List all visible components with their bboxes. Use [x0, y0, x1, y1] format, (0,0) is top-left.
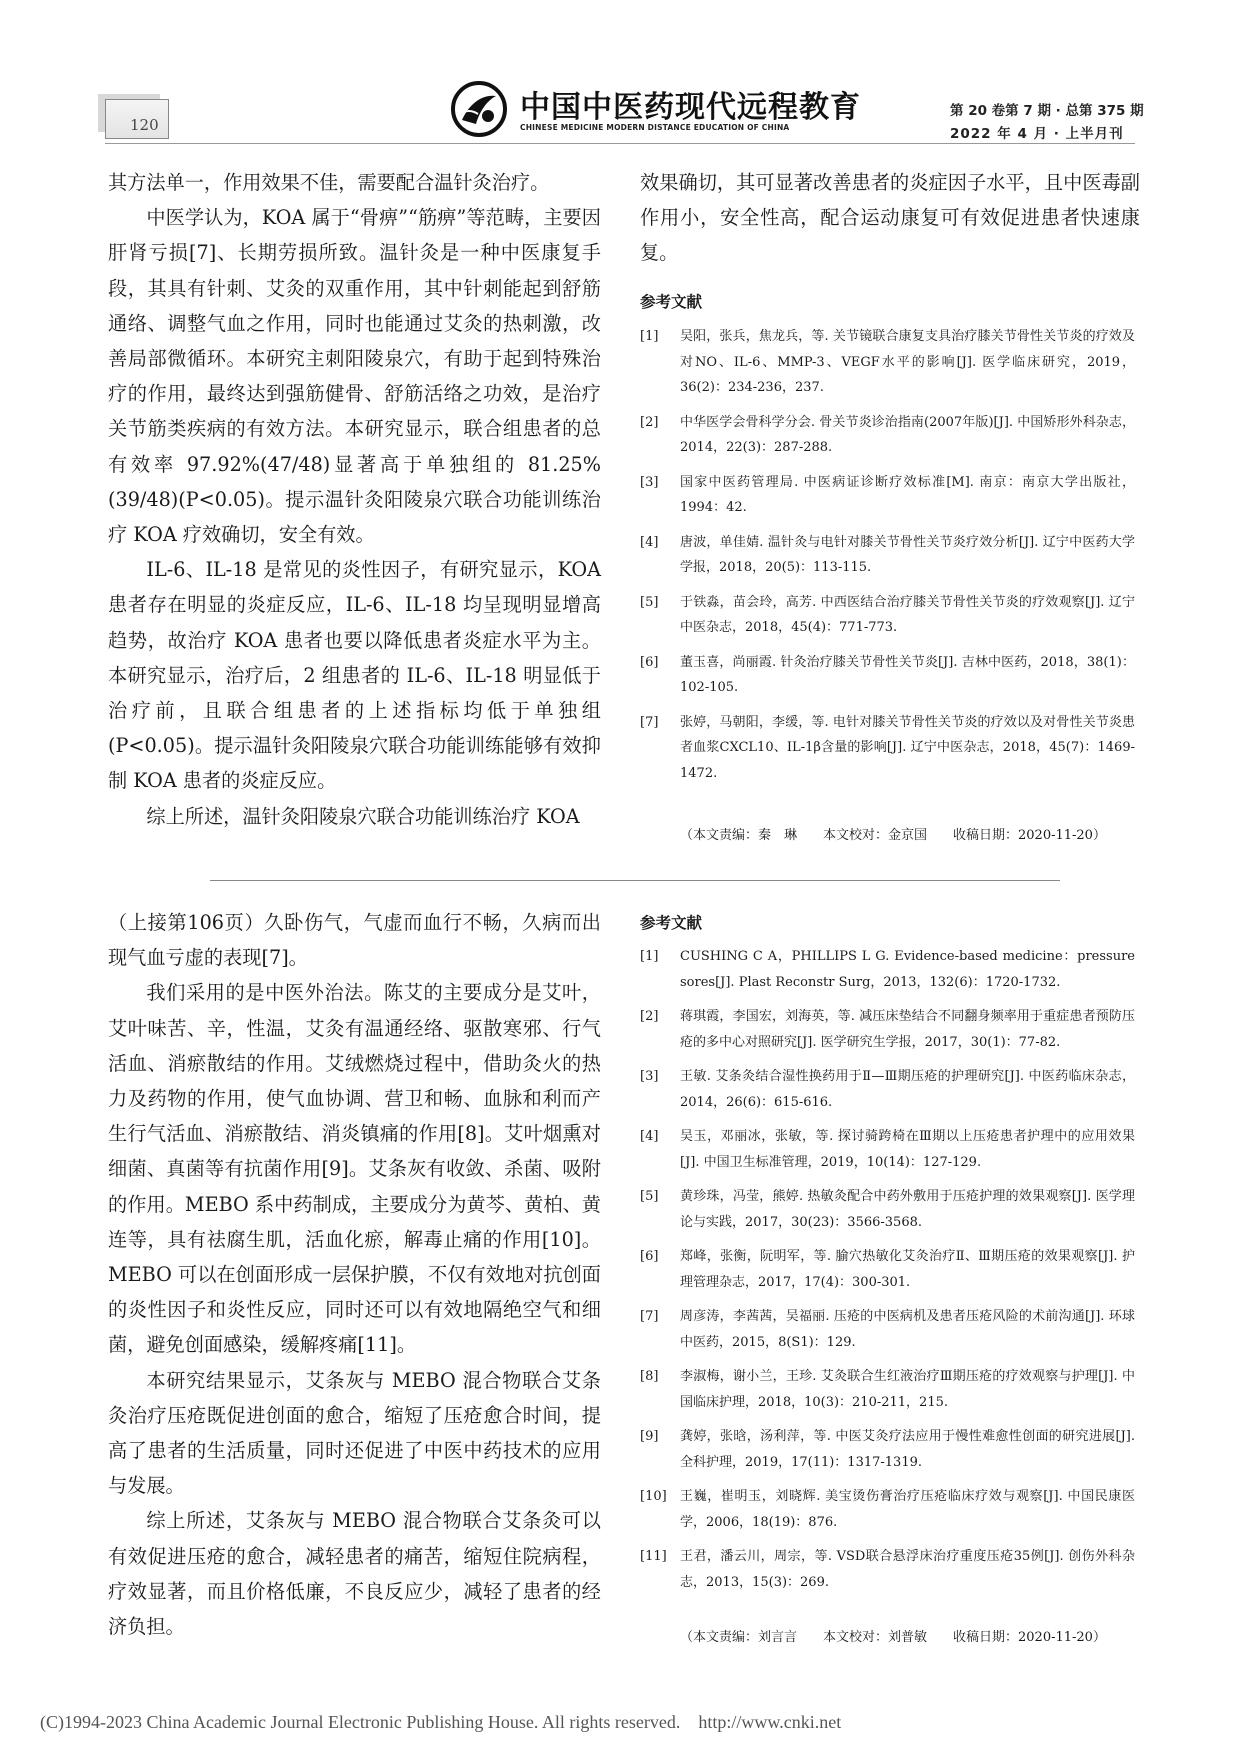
body-paragraph: 中医学认为，KOA 属于“骨痹”“筋痹”等范畴，主要因肝肾亏损[7]、长期劳损所致。温针灸是一种中医康复手段，其具有针刺、艾灸的双重作用，其中针刺能起到舒筋通络、调整气血之作用，同时也能通过艾灸的热刺激，改善局部微循环。本研究主刺阳陵泉穴，有助于起到特殊治疗的作用，最终达到强筋健骨、舒筋活络之功效，是治疗关节筋类疾病的有效方法。本研究显示，联合组患者的总有效率 97.92%(47/48)显著高于单独组的 81.25%(39/48)(P<0.05)。提示温针灸阳陵泉穴联合功能训练治疗 KOA 疗效确切，安全有效。 [108, 206, 601, 547]
reference-text: CUSHING C A，PHILLIPS L G. Evidence-based medicine：pressure sores[J]. Plast Reconstr Surg，2013，132(6)：1720-1732. [680, 949, 1135, 990]
journal-logo-icon [450, 80, 508, 138]
reference-text: 王巍，崔明玉，刘晓辉. 美宝烫伤膏治疗压疮临床疗效与观察[J]. 中国民康医学，2006，18(19)：876. [680, 1489, 1135, 1530]
reference-number: [7] [640, 714, 659, 730]
reference-text: 张婷，马朝阳，李缓，等. 电针对膝关节骨性关节炎的疗效以及对骨性关节炎患者血浆CXCL10、IL-1β含量的影响[J]. 辽宁中医杂志，2018，45(7)：1469-1472. [680, 714, 1135, 781]
body-paragraph: 综上所述，艾条灰与 MEBO 混合物联合艾条灸可以有效促进压疮的愈合，减轻患者的痛苦，缩短住院病程，疗效显著，而且价格低廉，不良反应少，减轻了患者的经济负担。 [108, 1509, 601, 1639]
reference-text: 中华医学会骨科学分会. 骨关节炎诊治指南(2007年版)[J]. 中国矫形外科杂志，2014，22(3)：287-288. [680, 414, 1135, 455]
reference-text: 国家中医药管理局. 中医病证诊断疗效标准[M]. 南京：南京大学出版社，1994：42. [680, 474, 1135, 515]
article1-conclusion-paragraph: 效果确切，其可显著改善患者的炎症因子水平，且中医毒副作用小，安全性高，配合运动康复可有效促进患者快速康复。 [640, 171, 1140, 265]
reference-number: [4] [640, 1129, 659, 1144]
reference-number: [1] [640, 329, 659, 344]
body-paragraph: （上接第106页）久卧伤气，气虚而血行不畅，久病而出现气血亏虚的表现[7]。 [108, 911, 601, 970]
reference-number: [3] [640, 1069, 659, 1084]
reference-item [640, 530, 1135, 581]
reference-number: [2] [640, 414, 659, 430]
reference-number: [3] [640, 474, 659, 490]
reference-text: 王君，潘云川，周宗，等. VSD联合悬浮床治疗重度压疮35例[J]. 创伤外科杂志，2013，15(3)：269. [680, 1549, 1135, 1590]
reference-number: [10] [640, 1489, 667, 1504]
reference-text: 唐波，单佳婧. 温针灸与电针对膝关节骨性关节炎疗效分析[J]. 辽宁中医药大学学报，2018，20(5)：113-115. [680, 534, 1135, 575]
article1-right-column [640, 165, 1140, 271]
reference-item [640, 1364, 1135, 1415]
article1-references [640, 290, 1135, 795]
reference-item [640, 470, 1135, 521]
issue-date: 2022 年 4 月 · 上半月刊 [950, 126, 1124, 142]
reference-number: [5] [640, 594, 659, 610]
reference-item [640, 650, 1135, 701]
reference-item [640, 1184, 1135, 1235]
copyright-footer: (C)1994-2023 China Academic Journal Electronic Publishing House. All rights reserved. http://www.cnki.net [40, 1712, 842, 1732]
reference-item [640, 410, 1135, 461]
article2-credit-line: （本文责编：刘言言 本文校对：刘普敏 收稿日期：2020-11-20） [680, 1630, 1106, 1645]
reference-number: [1] [640, 949, 659, 964]
reference-item [640, 1124, 1135, 1175]
reference-text: 蒋琪霞，李国宏，刘海英，等. 减压床垫结合不同翻身频率用于重症患者预防压疮的多中心对照研究[J]. 医学研究生学报，2017，30(1)：77-82. [680, 1009, 1135, 1050]
body-paragraph: 我们采用的是中医外治法。陈艾的主要成分是艾叶，艾叶味苦、辛，性温，艾灸有温通经络、驱散寒邪、行气活血、消瘀散结的作用。艾绒燃烧过程中，借助灸火的热力及药物的作用，使气血协调、营卫和畅、血脉和利而产生行气活血、消瘀散结、消炎镇痛的作用[8]。艾叶烟熏对细菌、真菌等有抗菌作用[9]。艾条灰有收敛、杀菌、吸附的作用。MEBO 系中药制成，主要成分为黄芩、黄柏、黄连等，具有祛腐生肌，活血化瘀，解毒止痛的作用[10]。MEBO 可以在创面形成一层保护膜，不仅有效地对抗创面的炎性因子和炎性反应，同时还可以有效地隔绝空气和细菌，避免创面感染，缓解疼痛[11]。 [108, 981, 601, 1357]
reference-text: 董玉喜，尚丽霞. 针灸治疗膝关节骨性关节炎[J]. 吉林中医药，2018，38(1)：102-105. [680, 654, 1135, 695]
reference-number: [5] [640, 1189, 659, 1204]
reference-item [640, 1244, 1135, 1295]
reference-text: 于铁淼，苗会玲，高芳. 中西医结合治疗膝关节骨性关节炎的疗效观察[J]. 辽宁中医杂志，2018，45(4)：771-773. [680, 594, 1135, 635]
body-paragraph: 本研究结果显示，艾条灰与 MEBO 混合物联合艾条灸治疗压疮既促进创面的愈合，缩短了压疮愈合时间，提高了患者的生活质量，同时还促进了中医中药技术的应用与发展。 [108, 1368, 601, 1498]
reference-item [640, 710, 1135, 787]
reference-text: 郑峰，张衡，阮明军，等. 腧穴热敏化艾灸治疗Ⅱ、Ⅲ期压疮的效果观察[J]. 护理管理杂志，2017，17(4)：300-301. [680, 1249, 1135, 1290]
reference-text: 吴玉，邓丽冰，张敏，等. 探讨骑跨椅在Ⅲ期以上压疮患者护理中的应用效果[J]. 中国卫生标准管理，2019，10(14)：127-129. [680, 1129, 1135, 1170]
reference-item [640, 1544, 1135, 1595]
body-paragraph: 综上所述，温针灸阳陵泉穴联合功能训练治疗 KOA [146, 804, 580, 828]
body-paragraph: 其方法单一，作用效果不佳，需要配合温针灸治疗。 [108, 171, 550, 194]
reference-text: 王敏. 艾条灸结合湿性换药用于Ⅱ—Ⅲ期压疮的护理研究[J]. 中医药临床杂志，2014，26(6)：615-616. [680, 1069, 1135, 1110]
reference-item [640, 944, 1135, 995]
body-paragraph: IL-6、IL-18 是常见的炎性因子，有研究显示，KOA 患者存在明显的炎症反应，IL-6、IL-18 均呈现明显增高趋势，故治疗 KOA 患者也要以降低患者炎症水平为主。本研究显示，治疗后，2 组患者的 IL-6、IL-18 明显低于治疗前，且联合组患者的上述指标均低于单独组(P<0.05)。提示温针灸阳陵泉穴联合功能训练能够有效抑制 KOA 患者的炎症反应。 [108, 558, 601, 793]
reference-number: [4] [640, 534, 659, 550]
article2-left-column [108, 905, 601, 1644]
reference-number: [11] [640, 1549, 667, 1564]
reference-item [640, 1424, 1135, 1475]
article2-references-heading: 参考文献 [640, 914, 703, 932]
article1-references-heading: 参考文献 [640, 293, 703, 311]
reference-text: 李淑梅，谢小兰，王珍. 艾灸联合生红液治疗Ⅲ期压疮的疗效观察与护理[J]. 中国临床护理，2018，10(3)：210-211，215. [680, 1369, 1135, 1410]
reference-number: [8] [640, 1369, 659, 1384]
reference-text: 吴阳，张兵，焦龙兵，等. 关节镜联合康复支具治疗膝关节骨性关节炎的疗效及对NO、IL-6、MMP-3、VEGF水平的影响[J]. 医学临床研究，2019，36(2)：234-236，237. [680, 329, 1135, 395]
reference-text: 周彦涛，李茜茜，吴福丽. 压疮的中医病机及患者压疮风险的术前沟通[J]. 环球中医药，2015，8(S1)：129. [680, 1309, 1135, 1350]
reference-item [640, 590, 1135, 641]
reference-number: [6] [640, 654, 659, 670]
reference-item [640, 1304, 1135, 1355]
page-number: 120 [130, 116, 159, 134]
issue-info: 第 20 卷第 7 期 · 总第 375 期 [950, 103, 1144, 119]
reference-number: [6] [640, 1249, 659, 1264]
reference-number: [9] [640, 1429, 659, 1444]
journal-subtitle: CHINESE MEDICINE MODERN DISTANCE EDUCATION OF CHINA [520, 123, 790, 132]
reference-text: 黄珍珠，冯莹，熊婷. 热敏灸配合中药外敷用于压疮护理的效果观察[J]. 医学理论与实践，2017，30(23)：3566-3568. [680, 1189, 1135, 1230]
reference-item [640, 324, 1135, 401]
article1-left-column [108, 165, 601, 834]
article2-references [640, 911, 1135, 1604]
reference-text: 龚婷，张晗，汤利萍，等. 中医艾灸疗法应用于慢性难愈性创面的研究进展[J]. 全科护理，2019，17(11)：1317-1319. [680, 1429, 1135, 1470]
reference-number: [2] [640, 1009, 659, 1024]
article-divider [210, 880, 1060, 881]
reference-item [640, 1484, 1135, 1535]
article1-credit-line: （本文责编：秦 琳 本文校对：金京国 收稿日期：2020-11-20） [680, 828, 1106, 843]
journal-title: 中国中医药现代远程教育 [520, 90, 861, 125]
header-rule [105, 143, 1135, 144]
reference-number: [7] [640, 1309, 659, 1324]
reference-item [640, 1064, 1135, 1115]
reference-item [640, 1004, 1135, 1055]
